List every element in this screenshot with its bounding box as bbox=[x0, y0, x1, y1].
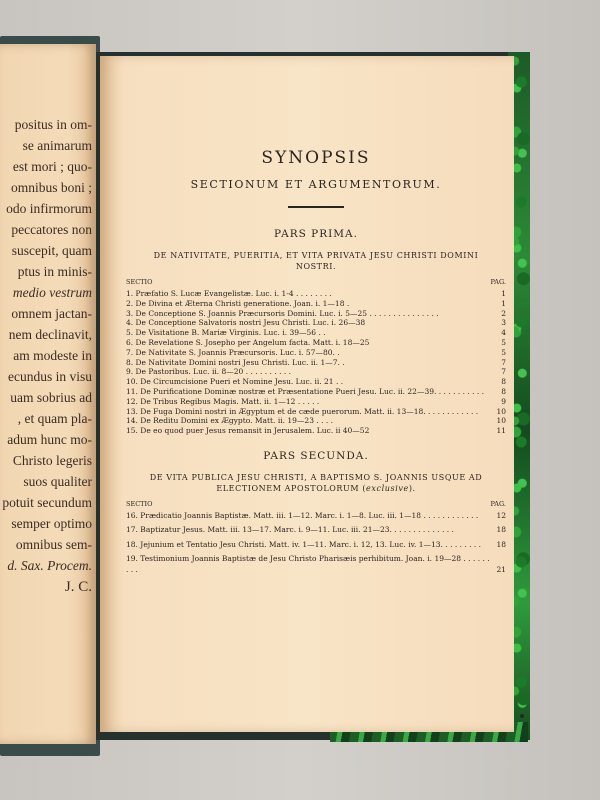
title-rule bbox=[288, 206, 344, 208]
pars-prima-description: DE NATIVITATE, PUERITIA, ET VITA PRIVATA JESU CHRISTI DOMINI NOSTRI. bbox=[153, 251, 479, 271]
entry-text: 8. De Nativitate Domini nostri Jesu Christi. Luc. ii. 1—7. . bbox=[126, 357, 345, 367]
entry-page: 4 bbox=[501, 328, 506, 338]
entry-text: 15. De eo quod puer Jesus remansit in Jerusalem. Luc. ii 40—52 bbox=[126, 426, 370, 436]
entry-page: 1 bbox=[501, 289, 506, 298]
list-item bbox=[120, 358, 512, 368]
left-line: , et quam pla- bbox=[17, 411, 92, 426]
left-line: ptus in minis- bbox=[17, 264, 92, 279]
col-sectio: SECTIO bbox=[126, 278, 153, 286]
list-item bbox=[120, 318, 512, 328]
list-item bbox=[120, 554, 512, 575]
left-line: omnibus boni ; bbox=[10, 180, 92, 195]
entry-page: 5 bbox=[501, 337, 506, 347]
pars-secunda-description-italic: exclusive bbox=[366, 483, 409, 493]
pars-secunda-description-b: ). bbox=[408, 483, 416, 493]
pars-prima-list bbox=[120, 289, 512, 436]
entry-page: 9 bbox=[501, 396, 506, 406]
entry-text: 6. De Revelatione S. Josepho per Angelum facta. Matt. i. 18—25 bbox=[126, 337, 370, 347]
left-line: odo infirmorum bbox=[6, 201, 92, 216]
column-headers bbox=[120, 278, 512, 288]
col-pag: PAG. bbox=[490, 278, 506, 286]
entry-page: 7 bbox=[501, 357, 506, 367]
list-item bbox=[120, 348, 512, 358]
left-line: omnibus sem- bbox=[15, 537, 92, 552]
list-item bbox=[120, 377, 512, 387]
synopsis-page bbox=[100, 56, 514, 732]
list-item bbox=[120, 328, 512, 338]
ink-dot bbox=[520, 714, 524, 718]
list-item bbox=[120, 289, 512, 299]
list-item bbox=[120, 387, 512, 397]
entry-text: 14. De Reditu Domini ex Ægypto. Matt. ii. 19—23 . . . . bbox=[126, 416, 334, 426]
entry-page: 18 bbox=[496, 539, 506, 549]
left-line: omnem jactan- bbox=[11, 306, 92, 321]
left-line: potuit secundum bbox=[2, 495, 92, 510]
entry-page: 1 bbox=[501, 298, 506, 308]
list-item bbox=[120, 299, 512, 309]
page-title: SYNOPSIS bbox=[261, 148, 371, 168]
entry-text: 19. Testimonium Joannis Baptistæ de Jesu Christo Pharisæis perhibitum. Joan. i. 19—28 . . . . . . . . . bbox=[126, 554, 490, 574]
entry-page: 5 bbox=[501, 347, 506, 357]
left-line: Christo legeris bbox=[12, 453, 92, 468]
entry-text: 13. De Fuga Domini nostri in Ægyptum et de cæde puerorum. Matt. ii. 13—18. . . . . . . . . . . . bbox=[126, 406, 479, 416]
entry-text: 18. Jejunium et Tentatio Jesu Christi. Matt. iv. 1—11. Marc. i. 12, 13. Luc. iv. 1—13. . . . . . . . . bbox=[126, 539, 482, 549]
entry-page: 10 bbox=[496, 416, 506, 426]
entry-page: 8 bbox=[501, 377, 506, 387]
list-item bbox=[120, 309, 512, 319]
entry-text: 5. De Visitatione B. Mariæ Virginis. Luc. i. 39—56 . . bbox=[126, 328, 326, 338]
col-sectio: SECTIO bbox=[126, 499, 153, 508]
left-line: est mori ; quo- bbox=[12, 159, 92, 174]
left-line: adum hunc mo- bbox=[7, 432, 92, 447]
entry-text: 7. De Nativitate S. Joannis Præcursoris. Luc. i. 57—80. . bbox=[126, 347, 340, 357]
pars-secunda-description bbox=[140, 472, 492, 494]
entry-text: 9. De Pastoribus. Luc. ii. 8—20 . . . . . . . . . . bbox=[126, 367, 292, 377]
entry-page: 2 bbox=[501, 308, 506, 318]
entry-page: 7 bbox=[501, 367, 506, 377]
left-line: d. Sax. Procem. bbox=[7, 558, 92, 573]
list-item bbox=[120, 367, 512, 377]
left-line: am modeste in bbox=[13, 348, 92, 363]
left-line: se animarum bbox=[22, 138, 92, 153]
left-line: medio vestrum bbox=[12, 285, 92, 300]
left-line: suscepit, quam bbox=[11, 243, 92, 258]
entry-page: 21 bbox=[496, 564, 506, 574]
left-signature: J. C. bbox=[64, 579, 92, 595]
entry-page: 18 bbox=[496, 525, 506, 535]
pars-prima-heading: PARS PRIMA. bbox=[274, 228, 358, 240]
entry-page: 10 bbox=[496, 406, 506, 416]
entry-text: 4. De Conceptione Salvatoris nostri Jesu Christi. Luc. i. 26—38 bbox=[126, 318, 366, 328]
entry-text: 1. Præfatio S. Lucæ Evangelistæ. Luc. i. 1-4 . . . . . . . . bbox=[126, 289, 332, 298]
entry-page: 12 bbox=[496, 510, 506, 520]
pars-secunda-heading: PARS SECUNDA. bbox=[263, 449, 369, 462]
entry-text: 11. De Purificatione Dominæ nostræ et Præsentatione Pueri Jesu. Luc. ii. 22—39. . . . . . . . . . . bbox=[126, 386, 485, 396]
left-line: peccatores non bbox=[11, 222, 92, 237]
list-item bbox=[120, 525, 512, 536]
list-item bbox=[120, 397, 512, 407]
col-pag: PAG. bbox=[490, 499, 506, 508]
entry-text: 3. De Conceptione S. Joannis Præcursoris Domini. Luc. i. 5—25 . . . . . . . . . . . . . . . bbox=[126, 308, 439, 318]
list-item bbox=[120, 511, 512, 522]
entry-text: 10. De Circumcisione Pueri et Nomine Jesu. Luc. ii. 21 . . bbox=[126, 377, 344, 387]
entry-page: 8 bbox=[501, 386, 506, 396]
list-item bbox=[120, 338, 512, 348]
left-line: ecundus in visu bbox=[8, 369, 92, 384]
left-line: suos qualiter bbox=[23, 474, 92, 489]
left-line: positus in om- bbox=[14, 117, 92, 132]
left-page-text bbox=[0, 114, 92, 576]
pars-secunda-description-a: DE VITA PUBLICA JESU CHRISTI, A BAPTISMO S. JOANNIS USQUE AD ELECTIONEM APOSTOLORUM ( bbox=[149, 472, 483, 493]
left-line: nem declinavit, bbox=[8, 327, 92, 342]
left-line: semper optimo bbox=[11, 516, 92, 531]
entry-text: 2. De Divina et Æterna Christi generatione. Joan. i. 1—18 . bbox=[126, 298, 350, 308]
page-content bbox=[120, 148, 512, 579]
entry-text: 17. Baptizatur Jesus. Matt. iii. 13—17. Marc. i. 9—11. Luc. iii. 21—23. . . . . . . . . . . . . . bbox=[126, 525, 454, 535]
page-subtitle: SECTIONUM ET ARGUMENTORUM. bbox=[190, 178, 442, 191]
entry-text: 16. Prædicatio Joannis Baptistæ. Matt. iii. 1—12. Marc. i. 1—8. Luc. iii. 1—18 . . . . . . . . . . . . bbox=[126, 510, 479, 520]
list-item bbox=[120, 426, 512, 436]
list-item bbox=[120, 416, 512, 426]
column-headers-2 bbox=[120, 500, 512, 510]
left-line: uam sobrius ad bbox=[10, 390, 92, 405]
left-page bbox=[0, 44, 96, 744]
entry-page: 11 bbox=[496, 426, 506, 436]
list-item bbox=[120, 407, 512, 417]
entry-page: 3 bbox=[501, 318, 506, 328]
pars-secunda-list bbox=[120, 511, 512, 576]
list-item bbox=[120, 540, 512, 551]
entry-text: 12. De Tribus Regibus Magis. Matt. ii. 1—12 . . . . . bbox=[126, 396, 320, 406]
